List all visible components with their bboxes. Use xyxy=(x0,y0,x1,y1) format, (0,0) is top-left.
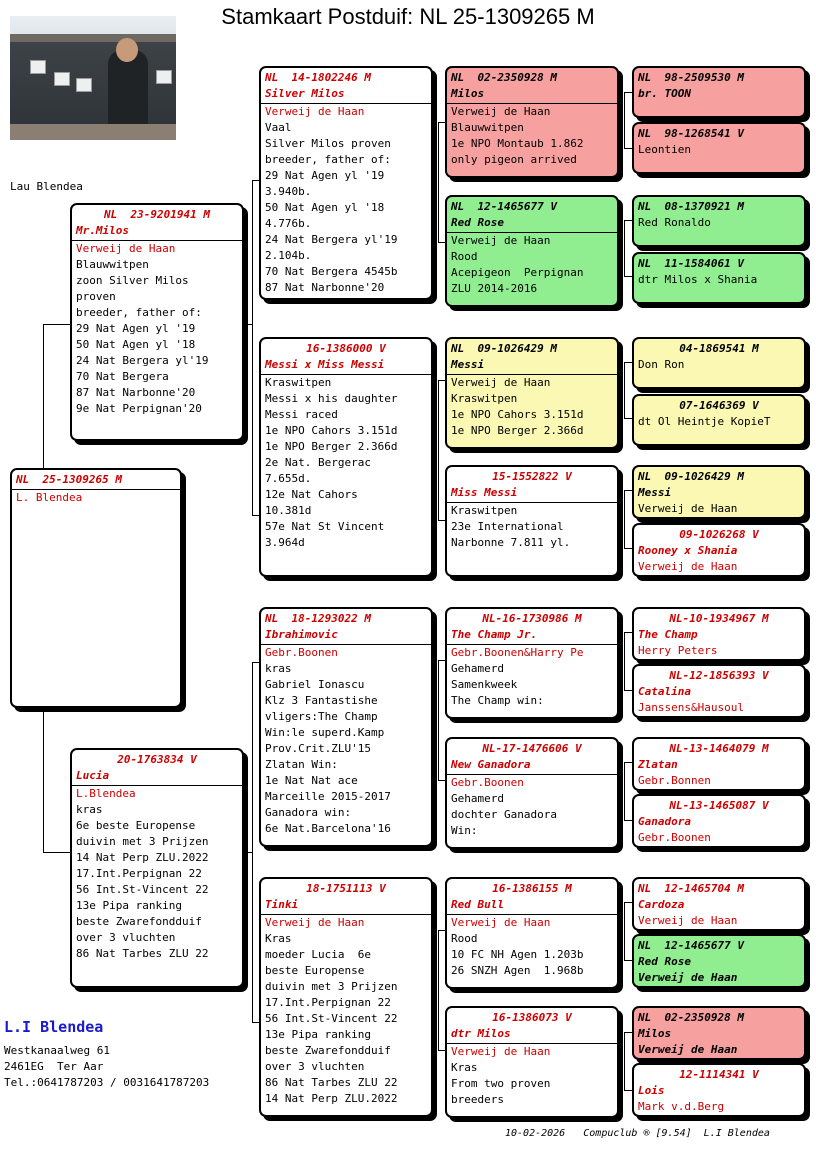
sire-name: Mr.Milos xyxy=(76,224,129,237)
footer-credit: 10-02-2026 Compuclub ® [9.54] L.I Blendea xyxy=(505,1128,770,1139)
note-line: Gehamerd xyxy=(451,792,504,805)
ggp-name: Red Bull xyxy=(451,898,504,911)
ggp-ring: 16-1386155 M xyxy=(492,882,572,895)
note-line: 1e Nat Nat ace xyxy=(265,774,358,787)
note-line: 7.655d. xyxy=(265,472,312,485)
ancestor-card xyxy=(632,1006,806,1060)
note-line: breeders xyxy=(451,1093,504,1106)
ggp-notes xyxy=(451,1060,613,1108)
subject-card xyxy=(10,468,182,708)
note-line: 56 Int.St-Vincent 22 xyxy=(265,1012,398,1025)
anc-name: Ganadora xyxy=(638,815,691,828)
note-line: Gehamerd xyxy=(451,662,504,675)
note-line: The Champ win: xyxy=(451,694,544,707)
anc-ring: NL 12-1465704 M xyxy=(638,882,744,895)
note-line: 1e NPO Cahors 3.151d xyxy=(265,424,398,437)
note-line: Blauwwitpen xyxy=(76,258,149,271)
dam-ring: 20-1763834 V xyxy=(117,753,197,766)
gp-ring: NL 18-1293022 M xyxy=(265,612,371,625)
gp-breeder: Verweij de Haan xyxy=(265,105,365,118)
gp-ring: 16-1386000 V xyxy=(306,342,386,355)
anc-ring: NL 02-2350928 M xyxy=(638,1011,744,1024)
note-line: Narbonne 7.811 yl. xyxy=(451,536,571,549)
ggp-ring: NL 09-1026429 M xyxy=(451,342,557,355)
gp-name: Silver Milos xyxy=(265,87,345,100)
anc-ring: NL-10-1934967 M xyxy=(669,612,769,625)
owner-phone: Tel.:0641787203 / 0031641787203 xyxy=(4,1076,210,1089)
ggp-notes xyxy=(451,931,613,979)
note-line: Gabriel Ionascu xyxy=(265,678,365,691)
anc-ring: 07-1646369 V xyxy=(679,399,759,412)
note-line: Klz 3 Fantastishe xyxy=(265,694,378,707)
note-line: Silver Milos proven xyxy=(265,137,391,150)
ancestor-card xyxy=(632,794,806,848)
note-line: 24 Nat Bergera yl'19 xyxy=(76,354,209,367)
sire-notes xyxy=(76,257,238,417)
great-grandparent-card xyxy=(445,465,619,577)
note-line: Acepigeon Perpignan xyxy=(451,266,584,279)
anc-ring: NL 98-1268541 V xyxy=(638,127,744,140)
ggp-ring: 15-1552822 V xyxy=(492,470,572,483)
ggp-name: New Ganadora xyxy=(451,758,531,771)
anc-ring: NL 12-1465677 V xyxy=(638,939,744,952)
anc-name: Lois xyxy=(638,1084,665,1097)
great-grandparent-card xyxy=(445,66,619,178)
note-line: Rood xyxy=(451,250,478,263)
note-line: 10.381d xyxy=(265,504,312,517)
note-line: 70 Nat Bergera 4545b xyxy=(265,265,398,278)
anc-name: Messi xyxy=(638,486,672,499)
ggp-ring: NL-17-1476606 V xyxy=(482,742,582,755)
note-line: Kraswitpen xyxy=(451,504,518,517)
anc-name: dtr Milos x Shania xyxy=(638,273,758,286)
gp-breeder: Gebr.Boonen xyxy=(265,646,338,659)
grandparent-card xyxy=(259,66,433,300)
note-line: 12e Nat Cahors xyxy=(265,488,358,501)
ancestor-card xyxy=(632,877,806,931)
ancestor-card xyxy=(632,465,806,519)
ancestor-card xyxy=(632,664,806,718)
anc-ring: NL 09-1026429 M xyxy=(638,470,744,483)
note-line: 50 Nat Agen yl '18 xyxy=(265,201,385,214)
anc-name: Catalina xyxy=(638,685,691,698)
ggp-notes xyxy=(451,391,613,439)
anc-name: Don Ron xyxy=(638,358,685,371)
note-line: 10 FC NH Agen 1.203b xyxy=(451,948,584,961)
ggp-ring: 16-1386073 V xyxy=(492,1011,572,1024)
ggp-name: dtr Milos xyxy=(451,1027,511,1040)
ggp-name: Messi xyxy=(451,358,485,371)
note-line: 9e Nat Perpignan'20 xyxy=(76,402,202,415)
ggp-notes xyxy=(451,503,613,551)
anc-name: Cardoza xyxy=(638,898,685,911)
anc-ring: 09-1026268 V xyxy=(679,528,759,541)
note-line: beste Zwarefondduif xyxy=(265,1044,391,1057)
note-line: 87 Nat Narbonne'20 xyxy=(76,386,196,399)
anc-ring: NL 11-1584061 V xyxy=(638,257,744,270)
ancestor-card xyxy=(632,252,806,304)
anc-ring: 12-1114341 V xyxy=(679,1068,759,1081)
note-line: 87 Nat Narbonne'20 xyxy=(265,281,385,294)
anc-name: br. TOON xyxy=(638,87,691,100)
note-line: Messi x his daughter xyxy=(265,392,398,405)
note-line: Kraswitpen xyxy=(451,392,518,405)
note-line: vligers:The Champ xyxy=(265,710,378,723)
note-line: 2e Nat. Bergerac xyxy=(265,456,371,469)
owner-caption: Lau Blendea xyxy=(10,180,83,193)
note-line: 1e NPO Montaub 1.862 xyxy=(451,137,584,150)
ggp-ring: NL-16-1730986 M xyxy=(482,612,582,625)
note-line: Marceille 2015-2017 xyxy=(265,790,391,803)
sire-breeder: Verweij de Haan xyxy=(76,242,176,255)
note-line: 26 SNZH Agen 1.968b xyxy=(451,964,584,977)
note-line: 3.964d xyxy=(265,536,305,549)
ggp-breeder: Verweij de Haan xyxy=(451,376,551,389)
note-line: 29 Nat Agen yl '19 xyxy=(265,169,385,182)
note-line: duivin met 3 Prijzen xyxy=(265,980,398,993)
anc-breeder: Janssens&Hausoul xyxy=(638,701,744,714)
anc-breeder: Gebr.Boonen xyxy=(638,831,711,844)
owner-name: L.I Blendea xyxy=(4,1018,104,1036)
owner-city: 2461EG Ter Aar xyxy=(4,1060,104,1073)
note-line: Blauwwitpen xyxy=(451,121,524,134)
great-grandparent-card xyxy=(445,737,619,849)
ancestor-card xyxy=(632,195,806,247)
note-line: 13e Pipa ranking xyxy=(76,899,182,912)
note-line: 57e Nat St Vincent xyxy=(265,520,385,533)
note-line: Messi raced xyxy=(265,408,338,421)
ggp-name: The Champ Jr. xyxy=(451,628,538,641)
note-line: 13e Pipa ranking xyxy=(265,1028,371,1041)
note-line: 23e International xyxy=(451,520,564,533)
ggp-name: Milos xyxy=(451,87,485,100)
anc-ring: NL-13-1465087 V xyxy=(669,799,769,812)
gp-notes xyxy=(265,931,427,1107)
dam-notes xyxy=(76,802,238,962)
great-grandparent-card xyxy=(445,877,619,989)
anc-name: Leontien xyxy=(638,143,691,156)
ancestor-card xyxy=(632,737,806,791)
gp-notes xyxy=(265,375,427,551)
ggp-notes xyxy=(451,661,613,709)
owner-address: Westkanaalweg 61 xyxy=(4,1044,110,1057)
gp-name: Ibrahimovic xyxy=(265,628,338,641)
anc-breeder: Verweij de Haan xyxy=(638,502,738,515)
ancestor-card xyxy=(632,523,806,577)
ancestor-card xyxy=(632,934,806,988)
sire-card xyxy=(70,203,244,441)
note-line: only pigeon arrived xyxy=(451,153,577,166)
note-line: 6e beste Europense xyxy=(76,819,196,832)
gp-ring: 18-1751113 V xyxy=(306,882,386,895)
note-line: 14 Nat Perp ZLU.2022 xyxy=(76,851,209,864)
note-line: 24 Nat Bergera yl'19 xyxy=(265,233,398,246)
note-line: Vaal xyxy=(265,121,292,134)
ggp-notes xyxy=(451,791,613,839)
note-line: Kras xyxy=(451,1061,478,1074)
gp-ring: NL 14-1802246 M xyxy=(265,71,371,84)
ancestor-card xyxy=(632,66,806,118)
grandparent-card xyxy=(259,337,433,577)
ancestor-card xyxy=(632,1063,806,1117)
note-line: Win:le superd.Kamp xyxy=(265,726,385,739)
ggp-ring: NL 02-2350928 M xyxy=(451,71,557,84)
note-line: From two proven xyxy=(451,1077,551,1090)
anc-ring: NL 98-2509530 M xyxy=(638,71,744,84)
anc-breeder: Gebr.Bonnen xyxy=(638,774,711,787)
subject-breeder: L. Blendea xyxy=(16,491,83,504)
ggp-name: Red Rose xyxy=(451,216,504,229)
great-grandparent-card xyxy=(445,607,619,719)
anc-breeder: Verweij de Haan xyxy=(638,1043,738,1056)
anc-ring: 04-1869541 M xyxy=(679,342,759,355)
grandparent-card xyxy=(259,877,433,1117)
note-line: breeder, father of: xyxy=(76,306,202,319)
dam-breeder: L.Blendea xyxy=(76,787,136,800)
note-line: Win: xyxy=(451,824,478,837)
anc-breeder: Mark v.d.Berg xyxy=(638,1100,725,1113)
note-line: 2.104b. xyxy=(265,249,312,262)
note-line: beste Zwarefondduif xyxy=(76,915,202,928)
note-line: Samenkweek xyxy=(451,678,518,691)
anc-breeder: Verweij de Haan xyxy=(638,914,738,927)
gp-name: Messi x Miss Messi xyxy=(265,358,385,371)
ggp-notes xyxy=(451,249,613,297)
note-line: 17.Int.Perpignan 22 xyxy=(265,996,391,1009)
note-line: Kraswitpen xyxy=(265,376,332,389)
note-line: over 3 vluchten xyxy=(76,931,176,944)
note-line: 1e NPO Berger 2.366d xyxy=(265,440,398,453)
note-line: 56 Int.St-Vincent 22 xyxy=(76,883,209,896)
note-line: 29 Nat Agen yl '19 xyxy=(76,322,196,335)
anc-name: Red Ronaldo xyxy=(638,216,711,229)
subject-ring: NL 25-1309265 M xyxy=(16,473,122,486)
anc-ring: NL 08-1370921 M xyxy=(638,200,744,213)
ggp-breeder: Gebr.Boonen&Harry Pe xyxy=(451,646,584,659)
note-line: zoon Silver Milos xyxy=(76,274,189,287)
gp-name: Tinki xyxy=(265,898,299,911)
note-line: 70 Nat Bergera xyxy=(76,370,169,383)
note-line: Prov.Crit.ZLU'15 xyxy=(265,742,371,755)
note-line: 50 Nat Agen yl '18 xyxy=(76,338,196,351)
anc-name: dt Ol Heintje KopieT xyxy=(638,415,771,428)
sire-ring: NL 23-9201941 M xyxy=(104,208,210,221)
anc-ring: NL-13-1464079 M xyxy=(669,742,769,755)
note-line: duivin met 3 Prijzen xyxy=(76,835,209,848)
ggp-breeder: Verweij de Haan xyxy=(451,1045,551,1058)
page-title: Stamkaart Postduif: NL 25-1309265 M xyxy=(221,4,595,29)
ggp-notes xyxy=(451,120,613,168)
ggp-name: Miss Messi xyxy=(451,486,518,499)
ancestor-card xyxy=(632,122,806,174)
ancestor-card xyxy=(632,607,806,661)
anc-name: Milos xyxy=(638,1027,672,1040)
note-line: 1e NPO Berger 2.366d xyxy=(451,424,584,437)
ggp-ring: NL 12-1465677 V xyxy=(451,200,557,213)
note-line: 4.776b. xyxy=(265,217,312,230)
ancestor-card xyxy=(632,337,806,389)
note-line: Ganadora win: xyxy=(265,806,352,819)
note-line: breeder, father of: xyxy=(265,153,391,166)
anc-name: Red Rose xyxy=(638,955,691,968)
note-line: beste Europense xyxy=(265,964,365,977)
dam-card xyxy=(70,748,244,988)
note-line: 6e Nat.Barcelona'16 xyxy=(265,822,391,835)
ggp-breeder: Verweij de Haan xyxy=(451,916,551,929)
note-line: dochter Ganadora xyxy=(451,808,557,821)
note-line: 86 Nat Tarbes ZLU 22 xyxy=(76,947,209,960)
great-grandparent-card xyxy=(445,337,619,449)
note-line: over 3 vluchten xyxy=(265,1060,365,1073)
anc-name: Rooney x Shania xyxy=(638,544,738,557)
note-line: kras xyxy=(76,803,103,816)
anc-breeder: Herry Peters xyxy=(638,644,718,657)
great-grandparent-card xyxy=(445,195,619,307)
anc-breeder: Verweij de Haan xyxy=(638,560,738,573)
note-line: ZLU 2014-2016 xyxy=(451,282,538,295)
note-line: Zlatan Win: xyxy=(265,758,338,771)
ggp-breeder: Verweij de Haan xyxy=(451,105,551,118)
dam-name: Lucia xyxy=(76,769,110,782)
note-line: Kras xyxy=(265,932,292,945)
note-line: 17.Int.Perpignan 22 xyxy=(76,867,202,880)
anc-name: The Champ xyxy=(638,628,698,641)
anc-breeder: Verweij de Haan xyxy=(638,971,738,984)
note-line: 3.940b. xyxy=(265,185,312,198)
note-line: kras xyxy=(265,662,292,675)
ggp-breeder: Verweij de Haan xyxy=(451,234,551,247)
note-line: 14 Nat Perp ZLU.2022 xyxy=(265,1092,398,1105)
anc-ring: NL-12-1856393 V xyxy=(669,669,769,682)
gp-notes xyxy=(265,120,427,296)
grandparent-card xyxy=(259,607,433,847)
owner-photo xyxy=(10,16,176,140)
ancestor-card xyxy=(632,394,806,446)
note-line: 86 Nat Tarbes ZLU 22 xyxy=(265,1076,398,1089)
gp-breeder: Verweij de Haan xyxy=(265,916,365,929)
note-line: proven xyxy=(76,290,116,303)
anc-name: Zlatan xyxy=(638,758,678,771)
great-grandparent-card xyxy=(445,1006,619,1118)
note-line: Rood xyxy=(451,932,478,945)
note-line: moeder Lucia 6e xyxy=(265,948,371,961)
ggp-breeder: Gebr.Boonen xyxy=(451,776,524,789)
gp-notes xyxy=(265,661,427,837)
note-line: 1e NPO Cahors 3.151d xyxy=(451,408,584,421)
